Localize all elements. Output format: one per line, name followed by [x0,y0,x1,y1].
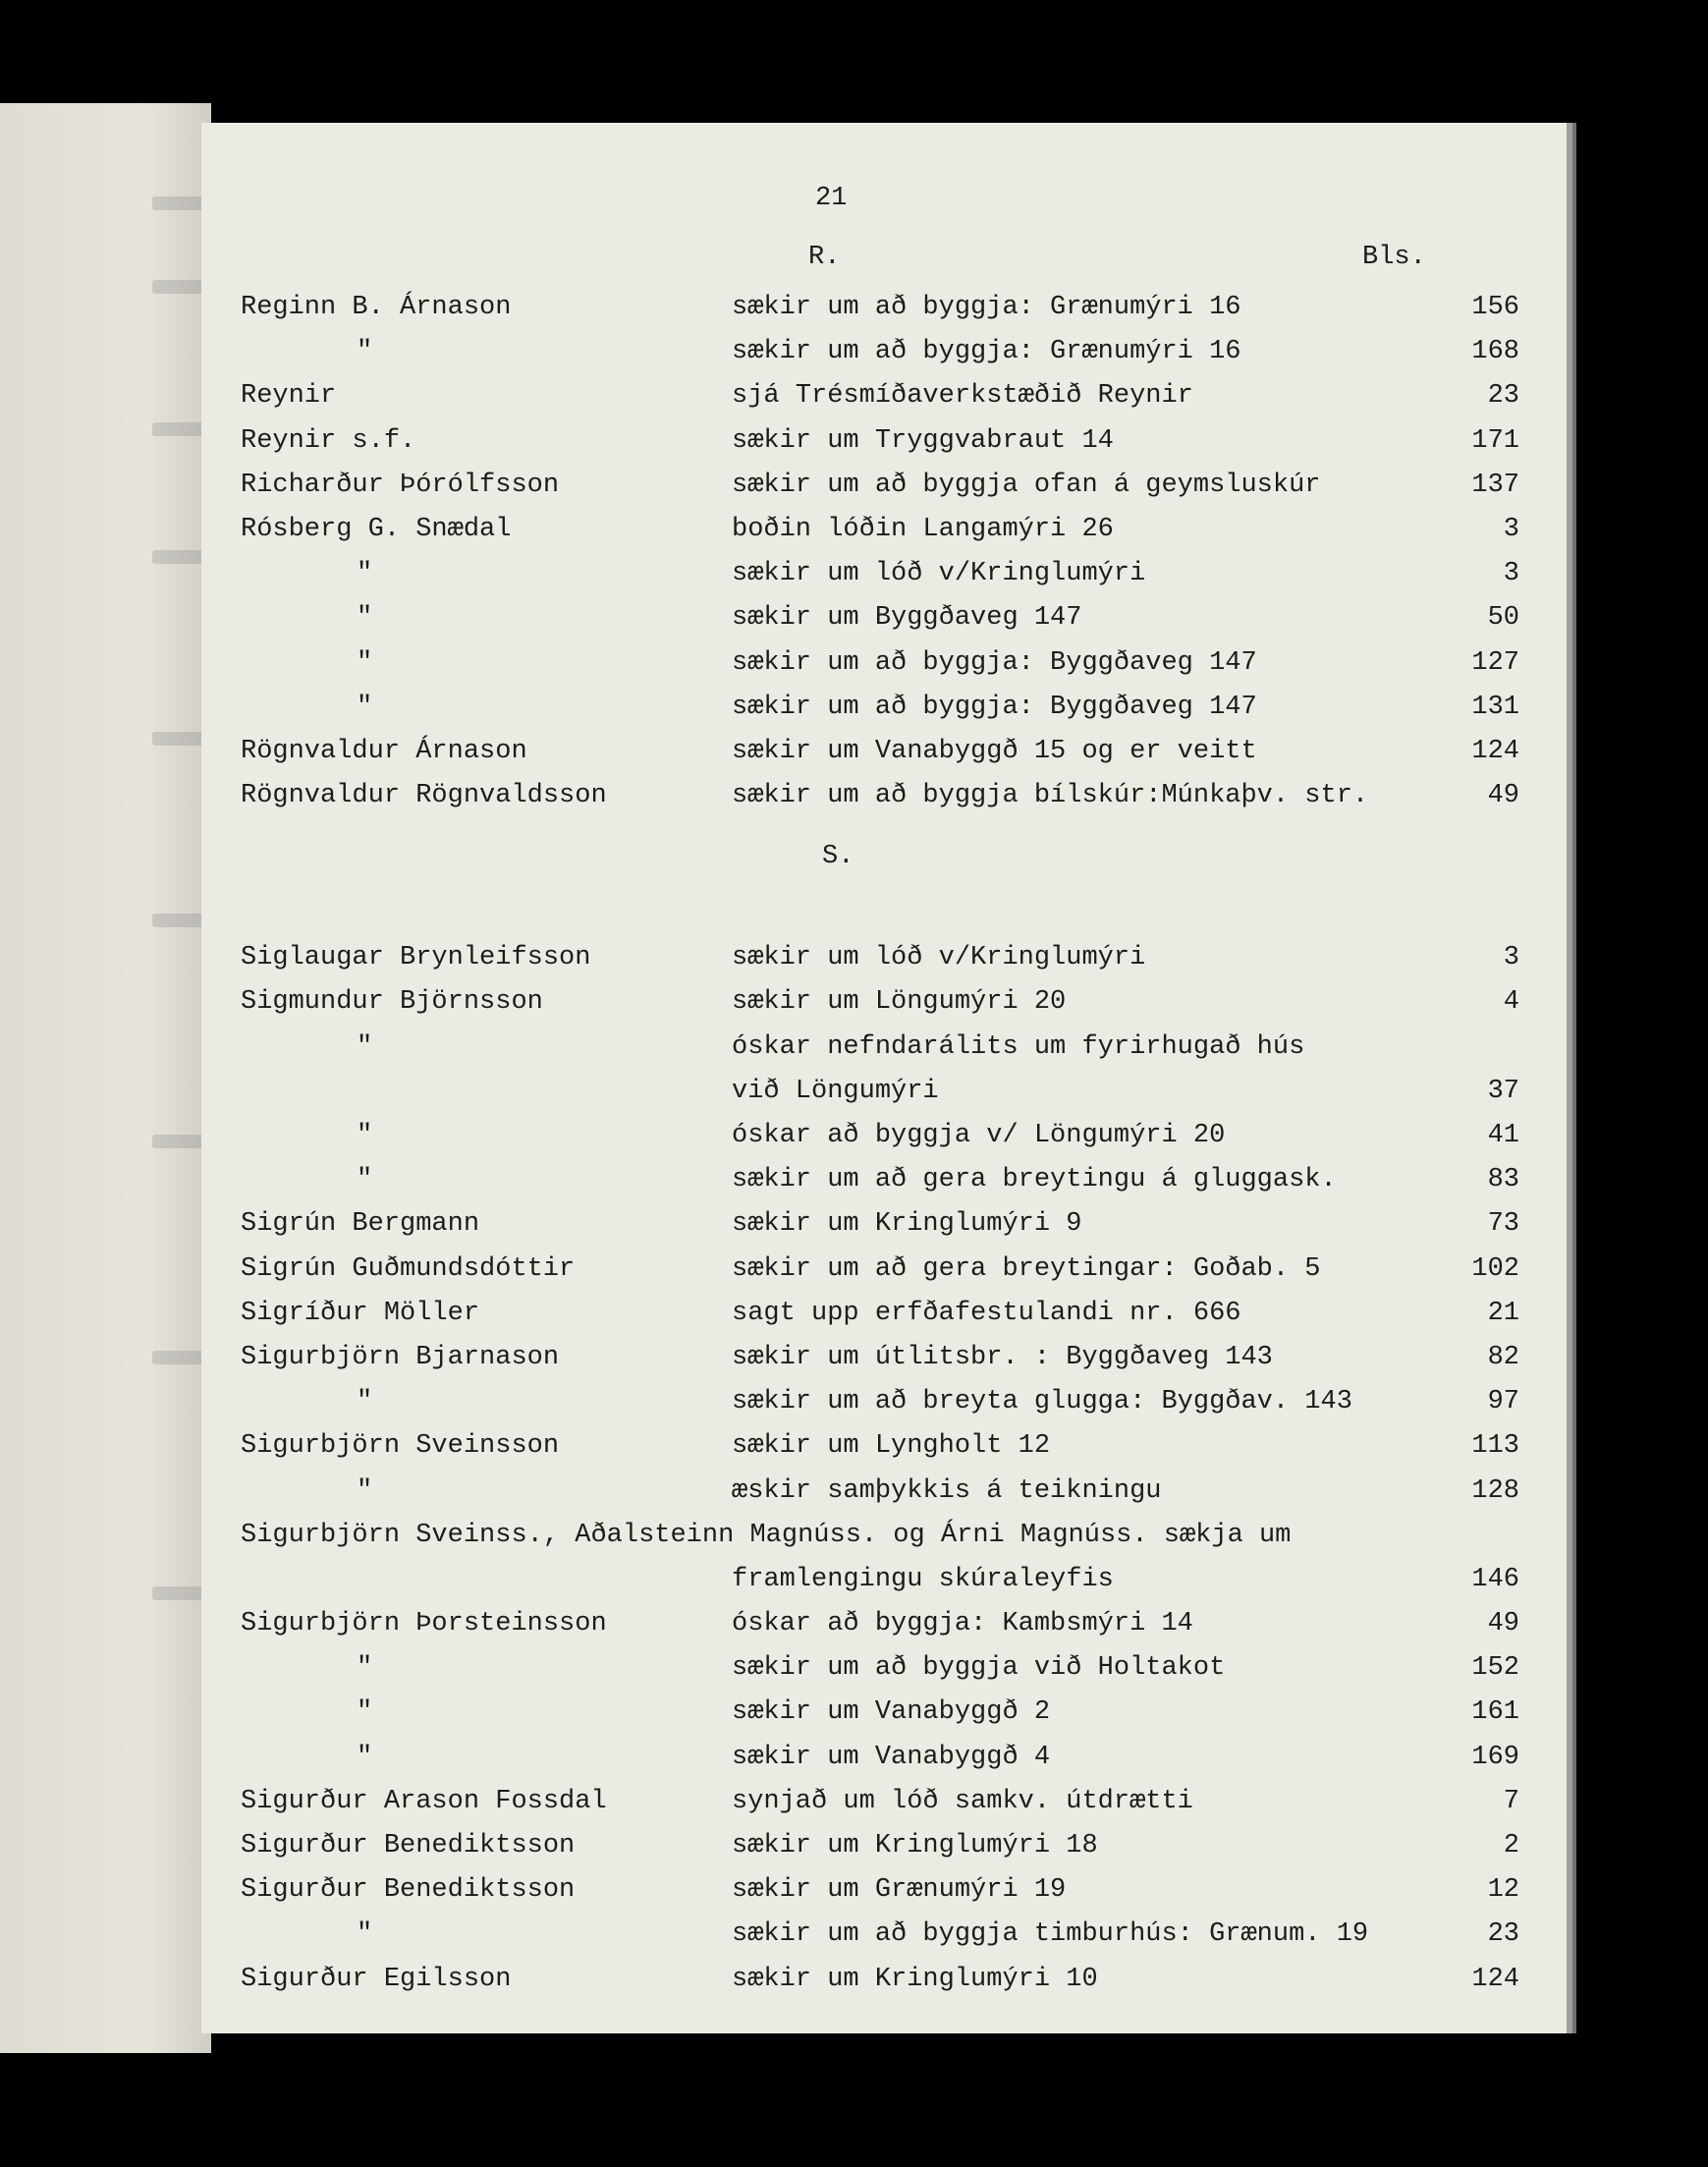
entry-page-number: 49 [1487,1609,1519,1639]
section-letter-r: R. [808,243,841,272]
entry-page-number: 161 [1471,1697,1519,1728]
entry-page-number: 124 [1471,736,1519,766]
entry-description: sækir um Vanabyggð 2 [732,1697,1051,1728]
index-row [241,936,1557,980]
entry-description: sækir um Grænumýri 19 [732,1875,1067,1906]
entry-name: Sigurður Benediktsson [241,1875,576,1906]
entry-name: Sigurbjörn Sveinss., Aðalsteinn Magnúss. og Árni Magnúss. sækja um [241,1520,1292,1550]
entry-description: boðin lóðin Langamýri 26 [732,514,1114,544]
index-row [241,1646,1557,1691]
entry-page-number: 12 [1487,1875,1519,1906]
entry-page-number: 137 [1471,470,1519,500]
entry-description: sækir um Kringlumýri 9 [732,1209,1082,1240]
entry-page-number: 113 [1471,1431,1519,1462]
page-number: 21 [815,184,848,213]
index-row [241,1514,1557,1558]
entry-name: Sigurður Arason Fossdal [241,1786,607,1816]
index-row [241,1558,1557,1602]
ditto-mark: " [357,1653,373,1684]
index-row [241,1958,1557,2002]
ditto-mark: " [357,1031,373,1062]
index-row [241,1602,1557,1646]
entry-name: Reynir [241,381,337,412]
ditto-mark: " [357,1697,373,1728]
index-row [241,1868,1557,1913]
index-row [241,1824,1557,1868]
entry-page-number: 97 [1487,1387,1519,1417]
entry-description: sækir um lóð v/Kringlumýri [732,943,1146,973]
facing-page-edge [0,103,211,2053]
entry-description: við Löngumýri [732,1076,939,1106]
entry-name: Sigrún Bergmann [241,1209,480,1240]
index-entries [241,286,1557,2002]
entry-description: sækir um að byggja timburhús: Grænum. 19 [732,1919,1369,1950]
entry-description: sækir um að byggja: Grænumýri 16 [732,293,1241,322]
entry-description: sækir um Kringlumýri 18 [732,1831,1098,1861]
entry-page-number: 102 [1471,1253,1519,1284]
entry-name: Sigurður Egilsson [241,1964,512,1994]
index-row [241,1070,1557,1114]
entry-name: Siglaugar Brynleifsson [241,943,591,973]
index-row [241,1202,1557,1247]
entry-page-number: 3 [1503,943,1519,973]
entry-page-number: 152 [1471,1653,1519,1684]
entry-name: Rósberg G. Snædal [241,514,512,544]
ditto-mark: " [357,692,373,722]
entry-description: sækir um Vanabyggð 4 [732,1742,1051,1772]
index-row [241,374,1557,418]
index-row [241,419,1557,464]
ditto-mark: " [357,603,373,634]
ditto-mark: " [357,1475,373,1506]
index-row [241,596,1557,640]
ditto-mark: " [357,1742,373,1772]
entry-description: sækir um Löngumýri 20 [732,987,1067,1018]
entry-description: sækir um að byggja bílskúr:Múnkaþv. str. [732,781,1369,811]
entry-description: framlengingu skúraleyfis [732,1564,1114,1594]
index-row [241,1336,1557,1380]
index-row [241,1913,1557,1957]
entry-page-number: 2 [1503,1831,1519,1861]
section-spacer [241,818,1557,936]
ditto-mark: " [357,1387,373,1417]
index-row [241,330,1557,374]
entry-description: sækir um Kringlumýri 10 [732,1964,1098,1994]
entry-description: sækir um Vanabyggð 15 og er veitt [732,736,1257,766]
entry-page-number: 7 [1503,1786,1519,1816]
entry-page-number: 23 [1487,1919,1519,1950]
entry-page-number: 128 [1471,1475,1519,1506]
entry-description: synjað um lóð samkv. útdrætti [732,1786,1193,1816]
index-row [241,1292,1557,1336]
entry-page-number: 168 [1471,337,1519,367]
entry-page-number: 49 [1487,781,1519,811]
entry-name: Sigríður Möller [241,1298,480,1328]
ditto-mark: " [357,1121,373,1150]
entry-description: sækir um að byggja við Holtakot [732,1653,1226,1684]
entry-description: sækir um að byggja: Byggðaveg 147 [732,647,1257,678]
index-row [241,1026,1557,1070]
entry-name: Sigurbjörn Sveinsson [241,1431,560,1462]
entry-page-number: 127 [1471,647,1519,678]
entry-description: sækir um lóð v/Kringlumýri [732,559,1146,589]
entry-description: sækir um að breyta glugga: Byggðav. 143 [732,1387,1352,1417]
entry-name: Reynir s.f. [241,425,416,456]
entry-page-number: 171 [1471,425,1519,456]
index-row [241,286,1557,330]
ditto-mark: " [357,1919,373,1950]
entry-name: Sigrún Guðmundsdóttir [241,1253,576,1284]
entry-page-number: 124 [1471,1964,1519,1994]
index-row [241,1114,1557,1158]
entry-description: sækir um Tryggvabraut 14 [732,425,1114,456]
entry-page-number: 41 [1487,1121,1519,1150]
entry-name: Reginn B. Árnason [241,293,512,322]
entry-description: sækir um að byggja: Grænumýri 16 [732,337,1241,367]
entry-page-number: 83 [1487,1165,1519,1195]
entry-description: sækir um útlitsbr. : Byggðaveg 143 [732,1342,1273,1372]
entry-page-number: 50 [1487,603,1519,634]
ditto-mark: " [357,559,373,589]
entry-description: sækir um að byggja ofan á geymsluskúr [732,470,1321,500]
entry-page-number: 73 [1487,1209,1519,1240]
entry-page-number: 146 [1471,1564,1519,1594]
entry-description: sækir um að byggja: Byggðaveg 147 [732,692,1257,722]
entry-name: Rögnvaldur Rögnvaldsson [241,781,607,811]
entry-description: sagt upp erfðafestulandi nr. 666 [732,1298,1241,1328]
page-column-header: Bls. [1362,243,1426,272]
index-row [241,641,1557,686]
index-row [241,980,1557,1025]
entry-description: óskar að byggja v/ Löngumýri 20 [732,1121,1226,1150]
entry-page-number: 21 [1487,1298,1519,1328]
ditto-mark: " [357,647,373,678]
entry-description: óskar nefndarálits um fyrirhugað hús [732,1031,1305,1062]
index-row [241,1691,1557,1735]
index-row [241,1158,1557,1202]
index-row [241,1736,1557,1780]
index-row [241,464,1557,508]
entry-page-number: 82 [1487,1342,1519,1372]
index-row [241,686,1557,730]
entry-name: Sigmundur Björnsson [241,987,543,1018]
index-row [241,1780,1557,1824]
ditto-mark: " [357,1165,373,1195]
entry-description: sækir um Lyngholt 12 [732,1431,1051,1462]
ditto-mark: " [357,337,373,367]
entry-description: sækir um Byggðaveg 147 [732,603,1082,634]
index-row [241,1248,1557,1292]
index-row [241,1470,1557,1514]
index-row [241,774,1557,818]
index-row [241,552,1557,596]
entry-name: Sigurbjörn Þorsteinsson [241,1609,607,1639]
entry-page-number: 3 [1503,559,1519,589]
entry-name: Richarður Þórólfsson [241,470,560,500]
section-letter-s: S. [822,842,854,871]
entry-name: Sigurður Benediktsson [241,1831,576,1861]
entry-name: Sigurbjörn Bjarnason [241,1342,560,1372]
index-row [241,508,1557,552]
document-page [201,123,1567,2033]
index-row [241,1424,1557,1469]
entry-page-number: 23 [1487,381,1519,412]
entry-description: æskir samþykkis á teikningu [732,1475,1162,1506]
index-row [241,1380,1557,1424]
entry-page-number: 37 [1487,1076,1519,1106]
entry-page-number: 169 [1471,1742,1519,1772]
entry-page-number: 3 [1503,514,1519,544]
entry-description: sækir um að gera breytingu á gluggask. [732,1165,1337,1195]
index-row [241,730,1557,774]
entry-description: sjá Trésmíðaverkstæðið Reynir [732,381,1193,412]
entry-page-number: 131 [1471,692,1519,722]
entry-description: sækir um að gera breytingar: Goðab. 5 [732,1253,1321,1284]
entry-page-number: 4 [1503,987,1519,1018]
entry-page-number: 156 [1471,293,1519,322]
entry-description: óskar að byggja: Kambsmýri 14 [732,1609,1193,1639]
entry-name: Rögnvaldur Árnason [241,736,527,766]
